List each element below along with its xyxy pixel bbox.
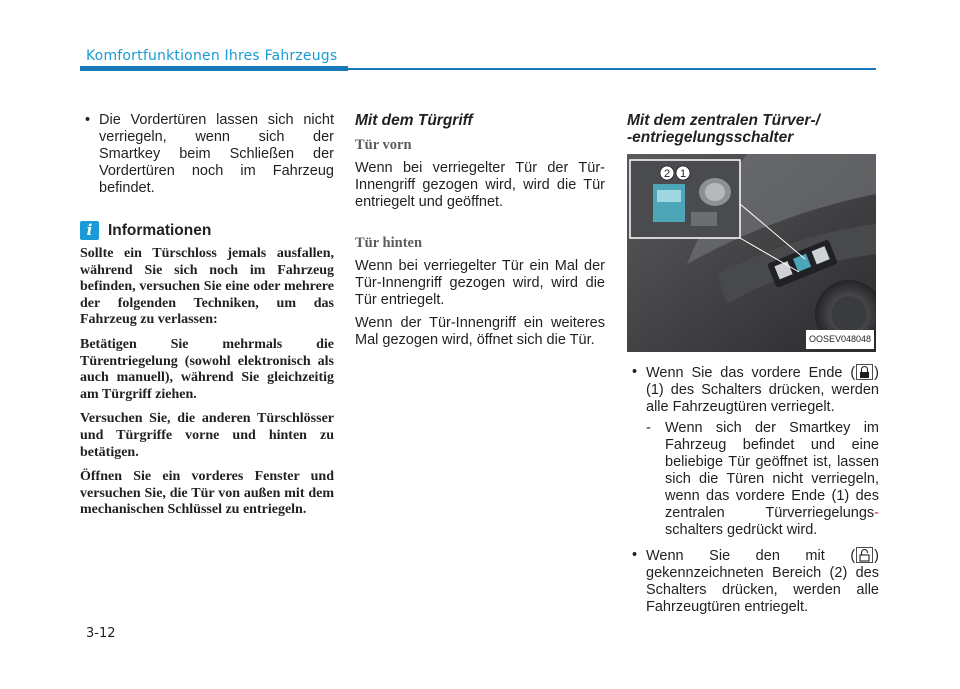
info-paragraph: Betätigen Sie mehrmals die Türentriegelung (sowohl elektronisch als auch manuell), während Sie gleichzeitig am Türgriff ziehen. [80,336,334,402]
callout-2-label: 2 [663,168,671,180]
paragraph-rear-door-2: Wenn der Tür-Innengriff ein weiteres Mal gezogen wird, öffnet sich die Tür. [355,315,605,348]
section-heading-central-switch: Mit dem zentralen Türver-/ -entriegelungsschalter [627,112,820,146]
column-left [80,112,334,527]
info-icon: i [80,221,99,240]
section-heading-door-handle: Mit dem Türgriff [355,112,473,129]
info-title: Informationen [108,222,212,239]
callout-1-label: 1 [679,168,687,180]
paragraph-rear-door-1: Wenn bei verriegelter Tür ein Mal der Tür-Innengriff gezogen wird, wird die Tür entriegelt. [355,258,605,308]
subheading-front-door: Tür vorn [355,137,412,153]
paragraph-front-door: Wenn bei verriegelter Tür der Tür-Innengriff gezogen wird, wird die Tür entriegelt und geöffnet. [355,160,605,210]
info-body [80,246,334,519]
info-heading [80,221,334,240]
bullet-lock-front: • Wenn Sie das vordere Ende ( ) (1) des Schalters drücken, werden alle Fahrzeugtüren verriegelt. - Wenn sich der Smartkey im Fahrzeug befindet und eine beliebige Tür geöffnet ist, lassen sich die Türen nicht verriegeln, wenn das vordere Ende (1) des zentralen Türverriegelungs- schalters gedrückt wird. [632,364,879,538]
info-paragraph: Versuchen Sie, die anderen Türschlösser und Türgriffe vorne und hinten zu betätigen. [80,411,334,460]
info-paragraph: Öffnen Sie ein vorderes Fenster und versuchen Sie, die Tür von außen mit dem mechanischen Schlüssel zu entriegeln. [80,469,334,518]
info-paragraph: Sollte ein Türschloss jemals ausfallen, während Sie sich noch im Fahrzeug befinden, versuchen Sie eine oder mehrere der folgenden Techniken, um das Fahrzeug zu verlassen: [80,246,334,328]
unlock-icon [856,547,873,563]
header-bar [80,66,348,71]
section-header: Komfortfunktionen Ihres Fahrzeugs [86,48,338,64]
photo-caption: OOSEV048048 [806,330,874,349]
column-right [627,112,879,616]
bullet-unlock-rear: • Wenn Sie den mit ( ) gekennzeichneten Bereich (2) des Schalters drücken, werden alle Fahrzeugtüren entriegelt. [632,547,879,615]
page-number: 3-12 [86,626,116,641]
lock-icon [856,364,873,380]
sub-bullet-smartkey: - Wenn sich der Smartkey im Fahrzeug befindet und eine beliebige Tür geöffnet ist, lassen sich die Türen nicht verriegeln, wenn das vordere Ende (1) des zentralen Türverriegelungs- schalters gedrückt wird. [646,420,879,538]
column-middle [355,112,605,355]
door-switch-photo [627,154,876,352]
bullet-smartkey-note: • Die Vordertüren lassen sich nicht verriegeln, wenn sich der Smartkey beim Schließen der Vordertüren noch im Fahrzeug befindet. [85,112,334,196]
subheading-rear-door: Tür hinten [355,235,423,251]
header-rule [348,68,876,70]
door-switch-illustration [627,154,876,352]
